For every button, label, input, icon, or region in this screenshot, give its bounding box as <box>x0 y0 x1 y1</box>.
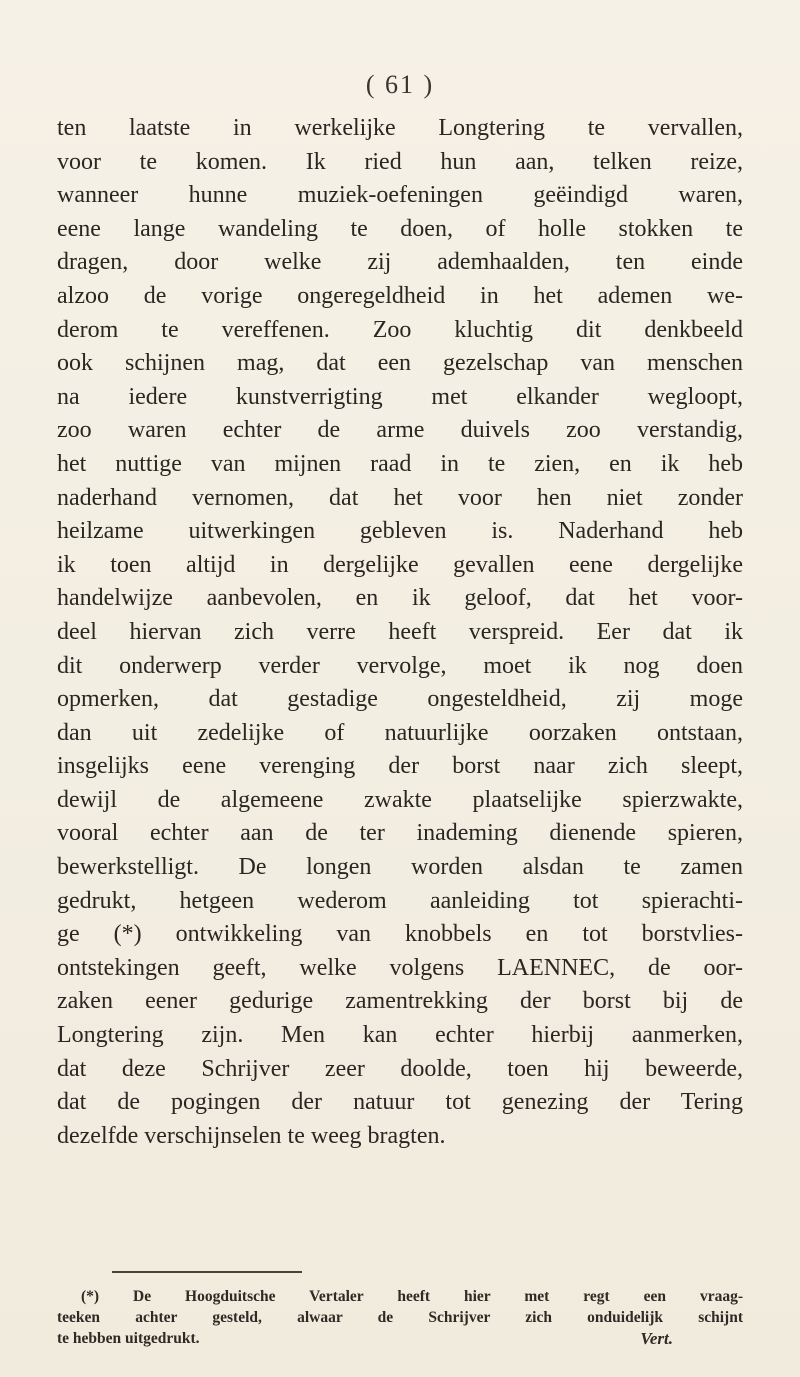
text-line: Longtering zijn. Men kan echter hierbij aanmerken, <box>57 1022 743 1049</box>
footnote-divider <box>112 1271 302 1273</box>
text-line: ten laatste in werkelijke Longtering te vervallen, <box>57 115 743 141</box>
text-line-last: dezelfde verschijnselen te weeg bragten. <box>57 1122 446 1149</box>
footnote-signature: Vert. <box>640 1329 673 1348</box>
text-line: zoo waren echter de arme duivels zoo verstandig, <box>57 417 743 444</box>
text-line: bewerkstelligt. De longen worden alsdan te zamen <box>57 854 743 881</box>
body-text <box>57 112 743 1153</box>
text-line: het nuttige van mijnen raad in te zien, en ik heb <box>57 450 743 477</box>
text-line: ik toen altijd in dergelijke gevallen eene dergelijke <box>57 551 743 578</box>
text-line: dewijl de algemeene zwakte plaatselijke spierzwakte, <box>57 786 743 813</box>
text-line: ontstekingen geeft, welke volgens LAENNEC, de oor- <box>57 954 743 981</box>
text-line: naderhand vernomen, dat het voor hen niet zonder <box>57 484 743 511</box>
text-line: gedrukt, hetgeen wederom aanleiding tot spierachti- <box>57 887 743 914</box>
text-line: dragen, door welke zij ademhaalden, ten einde <box>57 249 743 276</box>
text-line: opmerken, dat gestadige ongesteldheid, zij moge <box>57 686 743 713</box>
text-line: zaken eener gedurige zamentrekking der borst bij de <box>57 988 743 1015</box>
text-line: wanneer hunne muziek-oefeningen geëindigd waren, <box>57 182 743 209</box>
text-line: voor te komen. Ik ried hun aan, telken reize, <box>57 148 743 175</box>
footnote <box>57 1286 743 1349</box>
text-line: vooral echter aan de ter inademing dienende spieren, <box>57 820 743 847</box>
footnote-last-row <box>57 1328 743 1349</box>
text-line: ge (*) ontwikkeling van knobbels en tot borstvlies- <box>57 921 743 948</box>
page-number: ( 61 ) <box>365 70 435 99</box>
text-line: dat de pogingen der natuur tot genezing der Tering <box>57 1089 743 1116</box>
text-line: na iedere kunstverrigting met elkander wegloopt, <box>57 383 743 410</box>
footnote-line: (*) De Hoogduitsche Vertaler heeft hier met regt een vraag- <box>81 1288 743 1305</box>
text-line: deel hiervan zich verre heeft verspreid. Eer dat ik <box>57 618 743 645</box>
text-line: dit onderwerp verder vervolge, moet ik nog doen <box>57 652 743 679</box>
footnote-line: teeken achter gesteld, alwaar de Schrijver zich onduidelijk schijnt <box>57 1309 743 1326</box>
text-line: heilzame uitwerkingen gebleven is. Naderhand heb <box>57 518 743 545</box>
text-line: alzoo de vorige ongeregeldheid in het ademen we- <box>57 282 743 309</box>
text-line: handelwijze aanbevolen, en ik geloof, dat het voor- <box>57 585 743 612</box>
text-line: derom te vereffenen. Zoo kluchtig dit denkbeeld <box>57 316 743 343</box>
text-line: dat deze Schrijver zeer doolde, toen hij beweerde, <box>57 1055 743 1082</box>
text-line: eene lange wandeling te doen, of holle stokken te <box>57 215 743 242</box>
text-line: dan uit zedelijke of natuurlijke oorzaken ontstaan, <box>57 719 743 746</box>
text-line: ook schijnen mag, dat een gezelschap van menschen <box>57 350 743 377</box>
footnote-line: te hebben uitgedrukt. <box>57 1330 200 1347</box>
text-line: insgelijks eene verenging der borst naar zich sleept, <box>57 753 743 780</box>
